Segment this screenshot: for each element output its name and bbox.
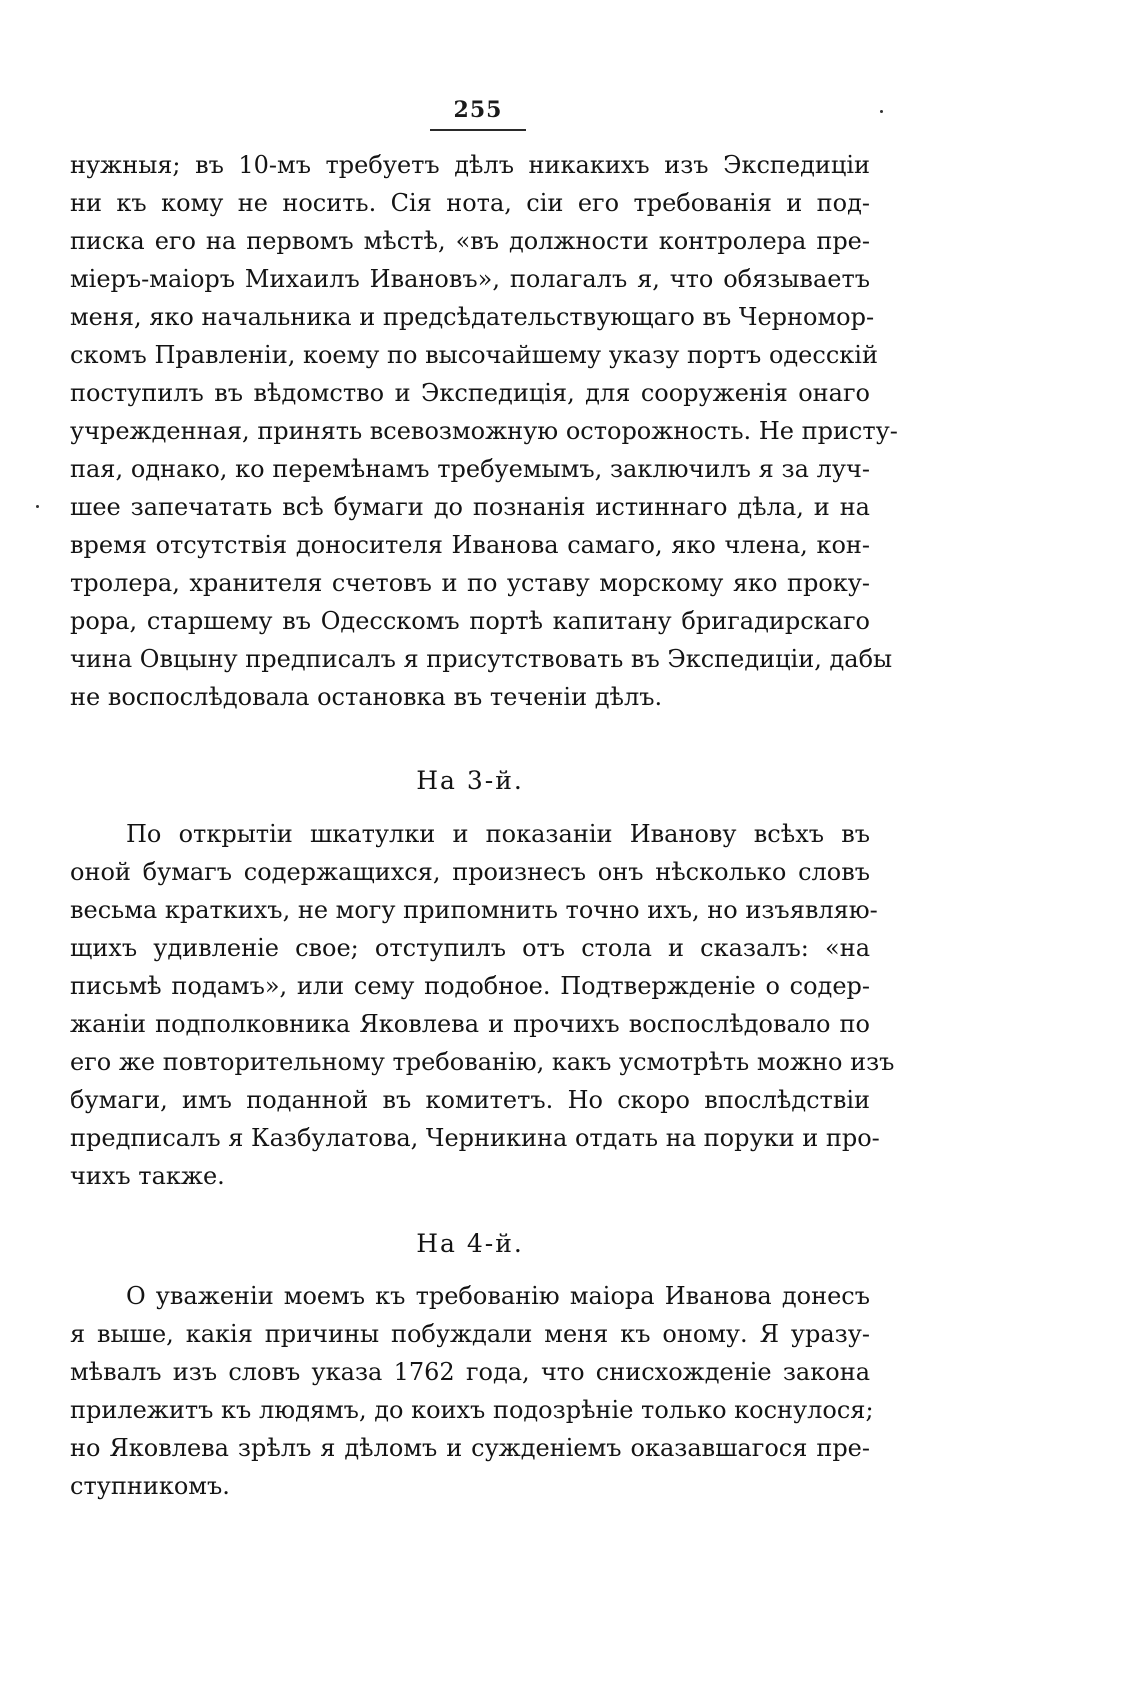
section-heading: На 3-й. — [416, 766, 524, 795]
text-line: О уваженіи моемъ къ требованію маіора Иванова донесъ — [126, 1282, 870, 1310]
section-heading: На 4-й. — [416, 1229, 524, 1258]
text-line: мѣвалъ изъ словъ указа 1762 года, что снисхожденіе закона — [70, 1358, 870, 1386]
text-line: бумаги, имъ поданной въ комитетъ. Но скоро впослѣдствіи — [70, 1086, 870, 1114]
page-number: 255 — [453, 97, 503, 123]
scan-speck — [880, 110, 883, 113]
text-line: щихъ удивленіе свое; отступилъ отъ стола и сказалъ: «на — [70, 934, 870, 962]
text-line: рора, старшему въ Одесскомъ портѣ капитану бригадирскаго — [70, 607, 870, 635]
text-line: я выше, какія причины побуждали меня къ оному. Я уразу- — [70, 1320, 870, 1348]
scan-speck — [36, 505, 39, 508]
text-line: учрежденная, принять всевозможную осторожность. Не присту- — [70, 417, 898, 445]
text-line: чина Овцыну предписалъ я присутствовать въ Экспедиціи, дабы — [70, 645, 893, 673]
page-number-rule — [430, 129, 526, 131]
text-line: ни къ кому не носить. Сія нота, сіи его требованія и под- — [70, 189, 870, 217]
text-line: оной бумагъ содержащихся, произнесъ онъ нѣсколько словъ — [70, 858, 870, 886]
text-line: шее запечатать всѣ бумаги до познанія истиннаго дѣла, и на — [70, 493, 870, 521]
text-line: его же повторительному требованію, какъ усмотрѣть можно изъ — [70, 1048, 895, 1076]
text-line: пая, однако, ко перемѣнамъ требуемымъ, заключилъ я за луч- — [70, 455, 870, 483]
paragraph-2 — [70, 815, 895, 1195]
paragraph-3 — [70, 1277, 874, 1505]
text-line: писка его на первомъ мѣстѣ, «въ должности контролера пре- — [70, 227, 870, 255]
text-line: меня, яко начальника и предсѣдательствующаго въ Черномор- — [70, 303, 875, 331]
text-line: По открытіи шкатулки и показаніи Иванову всѣхъ въ — [126, 820, 870, 848]
text-line: тролера, хранителя счетовъ и по уставу морскому яко проку- — [70, 569, 870, 597]
text-line: весьма краткихъ, не могу припомнить точно ихъ, но изъявляю- — [70, 896, 878, 924]
text-line: нужныя; въ 10-мъ требуетъ дѣлъ никакихъ изъ Экспедиціи — [70, 151, 870, 179]
text-line: чихъ также. — [70, 1162, 225, 1190]
paragraph-1 — [70, 146, 898, 716]
text-line: время отсутствія доносителя Иванова самаго, яко члена, кон- — [70, 531, 870, 559]
text-line: поступилъ въ вѣдомство и Экспедиція, для сооруженія онаго — [70, 379, 870, 407]
text-line: скомъ Правленіи, коему по высочайшему указу портъ одесскій — [70, 341, 878, 369]
text-line: жаніи подполковника Яковлева и прочихъ воспослѣдовало по — [70, 1010, 870, 1038]
text-line: но Яковлева зрѣлъ я дѣломъ и сужденіемъ оказавшагося пре- — [70, 1434, 870, 1462]
text-line: міеръ-маіоръ Михаилъ Ивановъ», полагалъ я, что обязываетъ — [70, 265, 870, 293]
text-line: письмѣ подамъ», или сему подобное. Подтвержденіе о содер- — [70, 972, 870, 1000]
text-line: не воспослѣдовала остановка въ теченіи дѣлъ. — [70, 683, 663, 711]
text-line: прилежитъ къ людямъ, до коихъ подозрѣніе только коснулося; — [70, 1396, 874, 1424]
text-line: предписалъ я Казбулатова, Черникина отдать на поруки и про- — [70, 1124, 880, 1152]
text-line: ступникомъ. — [70, 1472, 230, 1500]
